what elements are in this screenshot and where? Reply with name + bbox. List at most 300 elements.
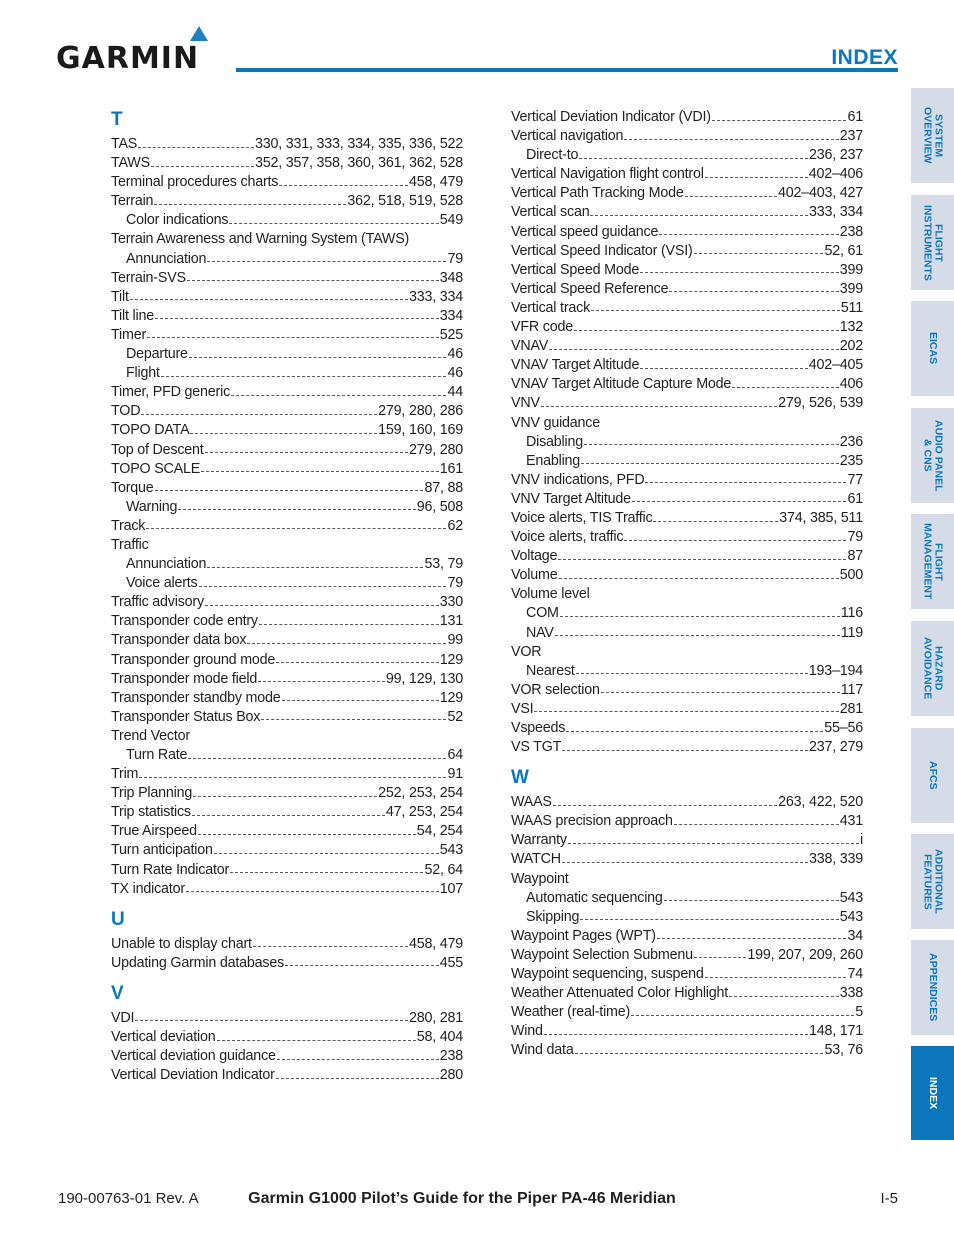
entry-term: Waypoint Selection Submenu (511, 946, 693, 963)
entry-term: Terrain (111, 193, 154, 210)
entry-pages[interactable]: 338, 339 (808, 851, 863, 868)
index-entry (111, 441, 463, 460)
entry-term: Flight (126, 365, 160, 382)
entry-term: Trip Planning (111, 785, 193, 802)
index-entry (511, 280, 863, 299)
index-entry (511, 700, 863, 719)
dot-leader (279, 184, 408, 186)
index-entry (111, 954, 463, 973)
dot-leader (155, 317, 439, 319)
dot-leader (685, 195, 777, 197)
entry-pages[interactable]: 549 (439, 212, 463, 229)
entry-pages[interactable]: 77 (847, 471, 863, 488)
entry-term: Annunciation (126, 556, 207, 573)
index-entry (511, 984, 863, 1003)
dot-leader (579, 157, 808, 159)
index-subentry (111, 211, 463, 230)
entry-pages[interactable]: 402–403, 427 (777, 185, 863, 202)
dot-leader (674, 823, 839, 825)
entry-pages[interactable]: 79 (447, 250, 463, 267)
entry-term: Unable to display chart (111, 935, 252, 952)
dot-leader (154, 203, 346, 205)
entry-term: COM (526, 605, 559, 622)
index-entry (111, 230, 463, 249)
section-letter: W (511, 767, 529, 789)
entry-pages[interactable]: 107 (439, 880, 463, 897)
entry-term: TAS (111, 136, 138, 152)
index-entry (111, 269, 463, 288)
entry-term: Annunciation (126, 250, 207, 267)
garmin-logo (56, 26, 221, 76)
dot-leader (231, 394, 446, 396)
entry-term: NAV (526, 624, 554, 641)
entry-pages[interactable]: 431 (839, 813, 863, 830)
entry-term: Trim (111, 766, 139, 783)
entry-term: Vertical Deviation Indicator (111, 1067, 275, 1084)
entry-term: Transponder code entry (111, 613, 258, 630)
index-subentry (511, 452, 863, 471)
entry-pages[interactable]: 34 (847, 927, 863, 944)
index-entry (511, 318, 863, 337)
dot-leader (190, 432, 377, 434)
entry-pages[interactable]: 280, 281 (408, 1009, 463, 1026)
index-entry (511, 831, 863, 850)
index-entry (511, 1041, 863, 1060)
index-subentry (511, 604, 863, 623)
dot-leader (558, 558, 846, 560)
entry-pages[interactable]: 455 (439, 954, 463, 971)
dot-leader (601, 691, 840, 693)
dot-leader (705, 976, 847, 978)
dot-leader (277, 1058, 439, 1060)
dot-leader (534, 710, 838, 712)
index-entry (111, 383, 463, 402)
entry-pages[interactable]: 53, 76 (824, 1042, 863, 1059)
entry-pages[interactable]: 236 (839, 433, 863, 450)
index-entry (111, 326, 463, 345)
entry-term: VDI (111, 1009, 135, 1026)
entry-term: TOPO DATA (111, 422, 190, 439)
entry-pages[interactable]: 148, 171 (808, 1023, 863, 1040)
entry-term: VNV Target Altitude (511, 490, 631, 507)
entry-pages[interactable]: 543 (839, 889, 863, 906)
entry-pages[interactable]: 333, 334 (808, 204, 863, 221)
entry-term: VNAV Target Altitude (511, 357, 640, 374)
entry-pages[interactable]: 52, 64 (424, 861, 463, 878)
dot-leader (135, 1019, 408, 1021)
index-entry (111, 935, 463, 954)
entry-pages[interactable]: 399 (839, 280, 863, 297)
index-entry (511, 528, 863, 547)
entry-pages[interactable]: 237 (839, 128, 863, 145)
index-entry (511, 337, 863, 356)
entry-pages[interactable]: 54, 254 (416, 823, 463, 840)
entry-pages[interactable]: 406 (839, 376, 863, 393)
doc-number: 190-00763-01 Rev. A (58, 1190, 199, 1207)
index-subentry (511, 146, 863, 165)
entry-pages[interactable]: 330 (439, 594, 463, 611)
dot-leader (568, 842, 859, 844)
dot-leader (130, 298, 408, 300)
entry-pages[interactable]: 543 (839, 908, 863, 925)
entry-term: Transponder Status Box (111, 708, 261, 725)
dot-leader (559, 577, 839, 579)
dot-leader (141, 413, 377, 415)
index-entry (111, 727, 463, 746)
entry-pages[interactable]: 458, 479 (408, 174, 463, 191)
dot-leader (576, 672, 808, 674)
entry-term: Color indications (126, 212, 229, 229)
entry-pages[interactable]: 117 (840, 681, 863, 698)
entry-term: VSI (511, 700, 534, 717)
entry-pages[interactable]: 281 (839, 700, 863, 717)
index-entry (111, 1066, 463, 1085)
logo-text: GARMIN (56, 41, 200, 76)
dot-leader (580, 918, 838, 920)
index-entry (111, 154, 463, 173)
entry-term: VNV guidance (511, 414, 601, 431)
entry-pages[interactable]: 99 (447, 632, 463, 649)
entry-term: VOR selection (511, 681, 600, 698)
entry-term: Vertical navigation (511, 128, 624, 145)
entry-pages[interactable]: 47, 253, 254 (385, 804, 463, 821)
dot-leader (541, 405, 777, 407)
entry-pages[interactable]: 61 (847, 109, 863, 125)
entry-term: Vertical deviation guidance (111, 1048, 276, 1065)
header-rule (236, 68, 898, 72)
index-entry (111, 307, 463, 326)
index-entry (511, 793, 863, 812)
entry-pages[interactable]: 543 (439, 842, 463, 859)
index-subentry (111, 574, 463, 593)
entry-pages[interactable]: 119 (840, 624, 863, 641)
entry-pages[interactable]: 330, 331, 333, 334, 335, 336, 522 (254, 136, 463, 152)
index-entry (111, 288, 463, 307)
entry-term: Waypoint (511, 870, 569, 887)
tab-label: ADDITIONAL FEATURES (921, 849, 945, 914)
entry-term: Wind (511, 1023, 543, 1040)
index-column-right (511, 108, 863, 1061)
entry-pages[interactable]: i (860, 832, 863, 849)
section-letter: T (111, 109, 123, 130)
entry-pages[interactable]: 237, 279 (808, 739, 863, 756)
entry-term: Terminal procedures charts (111, 174, 279, 191)
index-column-left (111, 108, 463, 1085)
index-entry (111, 135, 463, 154)
entry-pages[interactable]: 91 (447, 766, 463, 783)
tab-hazard-avoidance[interactable] (911, 621, 954, 716)
index-entry (511, 719, 863, 738)
entry-term: Nearest (526, 662, 575, 679)
entry-pages[interactable]: 511 (840, 299, 863, 316)
entry-pages[interactable]: 458, 479 (408, 935, 463, 952)
index-entry (111, 536, 463, 555)
tab-audio-panel-cns[interactable] (911, 408, 954, 503)
dot-leader (205, 451, 408, 453)
index-entry (111, 173, 463, 192)
entry-pages[interactable]: 263, 422, 520 (778, 794, 863, 811)
entry-term: Vertical Speed Indicator (VSI) (511, 242, 693, 259)
index-entry (511, 1022, 863, 1041)
entry-term: Automatic sequencing (526, 889, 663, 906)
entry-term: Transponder ground mode (111, 651, 276, 668)
dot-leader (217, 1039, 416, 1041)
entry-term: VS TGT (511, 739, 562, 756)
entry-pages[interactable]: 58, 404 (416, 1029, 463, 1046)
tab-appendices[interactable] (911, 940, 954, 1035)
dot-leader (640, 367, 808, 369)
dot-leader (258, 680, 385, 682)
entry-pages[interactable]: 132 (839, 319, 863, 336)
entry-pages[interactable]: 46 (447, 365, 463, 382)
entry-pages[interactable]: 131 (439, 613, 463, 630)
tab-afcs[interactable] (911, 728, 954, 823)
dot-leader (694, 252, 824, 254)
entry-pages[interactable]: 64 (447, 747, 463, 763)
entry-term: TAWS (111, 155, 150, 172)
entry-term: Direct-to (526, 147, 579, 164)
entry-pages[interactable]: 279, 280 (408, 441, 463, 458)
dot-leader (253, 945, 408, 947)
entry-pages[interactable]: 79 (847, 529, 863, 546)
entry-term: Skipping (526, 908, 580, 925)
dot-leader (230, 871, 423, 873)
tab-label: HAZARD AVOIDANCE (921, 637, 945, 700)
entry-term: Turn anticipation (111, 842, 213, 859)
index-subentry (111, 364, 463, 383)
dot-leader (187, 279, 439, 281)
index-entry (111, 479, 463, 498)
tab-index[interactable] (911, 1046, 954, 1140)
entry-pages[interactable]: 202 (839, 338, 863, 355)
entry-term: Vertical speed guidance (511, 223, 659, 240)
entry-term: Voice alerts, TIS Traffic (511, 509, 653, 526)
dot-leader (694, 956, 747, 958)
entry-pages[interactable]: 402–405 (808, 357, 863, 374)
entry-pages[interactable]: 87 (847, 548, 863, 565)
entry-pages[interactable]: 53, 79 (424, 556, 463, 573)
entry-pages[interactable]: 74 (847, 966, 863, 983)
dot-leader (632, 500, 847, 502)
dot-leader (161, 375, 447, 377)
entry-pages[interactable]: 79 (447, 575, 463, 592)
entry-term: VNAV Target Altitude Capture Mode (511, 376, 732, 393)
index-entry (511, 375, 863, 394)
index-entry (511, 870, 863, 889)
entry-pages[interactable]: 46 (447, 346, 463, 363)
entry-term: Voice alerts (126, 575, 198, 592)
entry-pages[interactable]: 52, 61 (824, 242, 863, 259)
entry-term: Tilt line (111, 307, 154, 324)
index-entry (111, 803, 463, 822)
entry-term: Trend Vector (111, 727, 190, 744)
dot-leader (199, 585, 447, 587)
entry-pages[interactable]: 96, 508 (416, 498, 463, 515)
footer-title: Garmin G1000 Pilot’s Guide for the Piper PA-46 Meridian (248, 1190, 676, 1207)
entry-pages[interactable]: 129 (439, 651, 463, 668)
dot-leader (138, 146, 254, 148)
entry-pages[interactable]: 116 (840, 605, 863, 622)
entry-pages[interactable]: 348 (439, 269, 463, 286)
index-subentry (511, 889, 863, 908)
entry-term: Vertical Speed Reference (511, 280, 669, 297)
entry-pages[interactable]: 55–56 (824, 720, 863, 736)
index-entry (111, 421, 463, 440)
index-entry (111, 460, 463, 479)
entry-pages[interactable]: 129 (439, 689, 463, 706)
entry-term: True Airspeed (111, 823, 197, 840)
dot-leader (631, 1014, 854, 1016)
index-entry (511, 965, 863, 984)
dot-leader (198, 833, 416, 835)
entry-term: Voice alerts, traffic (511, 529, 624, 546)
entry-pages[interactable]: 374, 385, 511 (779, 509, 863, 526)
entry-pages[interactable]: 252, 253, 254 (378, 785, 463, 802)
entry-term: Volume level (511, 586, 590, 603)
entry-term: Vertical track (511, 299, 591, 316)
entry-term: Turn Rate Indicator (111, 861, 230, 878)
entry-term: Top of Descent (111, 441, 204, 458)
dot-leader (229, 222, 438, 224)
dot-leader (139, 776, 446, 778)
entry-pages[interactable]: 279, 526, 539 (778, 395, 863, 412)
entry-pages[interactable]: 334 (439, 307, 463, 324)
entry-pages[interactable]: 5 (855, 1004, 863, 1021)
index-entry (511, 471, 863, 490)
page-number: I-5 (880, 1190, 898, 1207)
entry-pages[interactable]: 99, 129, 130 (385, 670, 463, 687)
entry-pages[interactable]: 236, 237 (808, 147, 863, 164)
entry-pages[interactable]: 199, 207, 209, 260 (747, 946, 863, 963)
index-subentry (111, 498, 463, 517)
index-entry (111, 402, 463, 421)
entry-term: Timer (111, 326, 147, 343)
entry-pages[interactable]: 338 (839, 985, 863, 1002)
tab-additional-features[interactable] (911, 834, 954, 929)
index-entry (511, 223, 863, 242)
entry-term: Disabling (526, 433, 584, 450)
index-entry (111, 670, 463, 689)
entry-term: Updating Garmin databases (111, 954, 285, 971)
entry-pages[interactable]: 159, 160, 169 (378, 422, 463, 439)
index-subentry (111, 345, 463, 364)
entry-pages[interactable]: 238 (839, 223, 863, 240)
entry-pages[interactable]: 193–194 (808, 662, 863, 679)
entry-term: Tilt (111, 288, 129, 305)
entry-term: Traffic advisory (111, 594, 204, 611)
entry-term: Track (111, 517, 146, 534)
index-entry (111, 192, 463, 211)
dot-leader (214, 852, 439, 854)
entry-pages[interactable]: 44 (447, 384, 463, 401)
entry-term: VFR code (511, 319, 573, 336)
tab-label: APPENDICES (927, 953, 939, 1022)
index-entry (511, 850, 863, 869)
tab-eicas[interactable] (911, 301, 954, 396)
index-entry (511, 356, 863, 375)
dot-leader (653, 520, 778, 522)
entry-pages[interactable]: 238 (439, 1048, 463, 1065)
index-entry (511, 490, 863, 509)
entry-pages[interactable]: 362, 518, 519, 528 (347, 193, 463, 210)
tab-flight-instruments[interactable] (911, 195, 954, 290)
entry-term: Terrain Awareness and Warning System (TAWS) (111, 231, 410, 248)
entry-term: Vertical Navigation flight control (511, 166, 704, 183)
section-letter: U (111, 908, 125, 930)
index-entry (511, 165, 863, 184)
tab-label: SYSTEM OVERVIEW (921, 107, 945, 164)
entry-pages[interactable]: 52 (447, 708, 463, 725)
dot-leader (207, 566, 423, 568)
entry-pages[interactable]: 352, 357, 358, 360, 361, 362, 528 (254, 155, 463, 172)
dot-leader (584, 443, 839, 445)
entry-pages[interactable]: 87, 88 (424, 479, 463, 496)
dot-leader (645, 481, 846, 483)
entry-pages[interactable]: 161 (439, 460, 463, 477)
dot-leader (147, 336, 439, 338)
tab-flight-management[interactable] (911, 514, 954, 609)
entry-term: Turn Rate (126, 747, 188, 763)
entry-pages[interactable]: 333, 334 (408, 288, 463, 305)
entry-term: Vertical scan (511, 204, 590, 221)
entry-pages[interactable]: 399 (839, 261, 863, 278)
entry-pages[interactable]: 62 (447, 517, 463, 534)
index-entry (511, 394, 863, 413)
index-entry (511, 643, 863, 662)
dot-leader (712, 119, 847, 121)
index-entry (111, 765, 463, 784)
entry-pages[interactable]: 280 (439, 1067, 463, 1084)
entry-pages[interactable]: 402–406 (808, 166, 863, 183)
entry-term: Vertical deviation (111, 1029, 216, 1046)
entry-pages[interactable]: 279, 280, 286 (378, 403, 463, 420)
dot-leader (624, 539, 846, 541)
entry-term: VNAV (511, 338, 549, 355)
dot-leader (207, 260, 446, 262)
dot-leader (581, 462, 839, 464)
tab-label: AFCS (927, 761, 939, 790)
index-entry (511, 242, 863, 261)
entry-term: Voltage (511, 548, 558, 565)
entry-term: Vertical Deviation Indicator (VDI) (511, 109, 711, 125)
section-letter: V (111, 982, 124, 1004)
entry-term: Vertical Path Tracking Mode (511, 185, 684, 202)
index-entry (111, 612, 463, 631)
entry-term: Waypoint sequencing, suspend (511, 966, 704, 983)
index-entry (111, 651, 463, 670)
dot-leader (276, 1077, 439, 1079)
dot-leader (186, 890, 439, 892)
dot-leader (276, 661, 439, 663)
index-entry (111, 784, 463, 803)
entry-pages[interactable]: 525 (439, 326, 463, 343)
dot-leader (205, 604, 439, 606)
dot-leader (188, 757, 446, 759)
entry-term: WATCH (511, 851, 561, 868)
index-entry (511, 681, 863, 700)
tab-system-overview[interactable] (911, 88, 954, 183)
entry-term: Vertical Speed Mode (511, 261, 640, 278)
entry-pages[interactable]: 235 (839, 452, 863, 469)
index-entry (511, 585, 863, 604)
dot-leader (193, 795, 377, 797)
index-entry (111, 593, 463, 612)
index-entry (111, 1047, 463, 1066)
tab-label: FLIGHT MANAGEMENT (921, 523, 945, 600)
entry-pages[interactable]: 500 (839, 567, 863, 584)
entry-pages[interactable]: 61 (847, 490, 863, 507)
index-subentry (511, 662, 863, 681)
